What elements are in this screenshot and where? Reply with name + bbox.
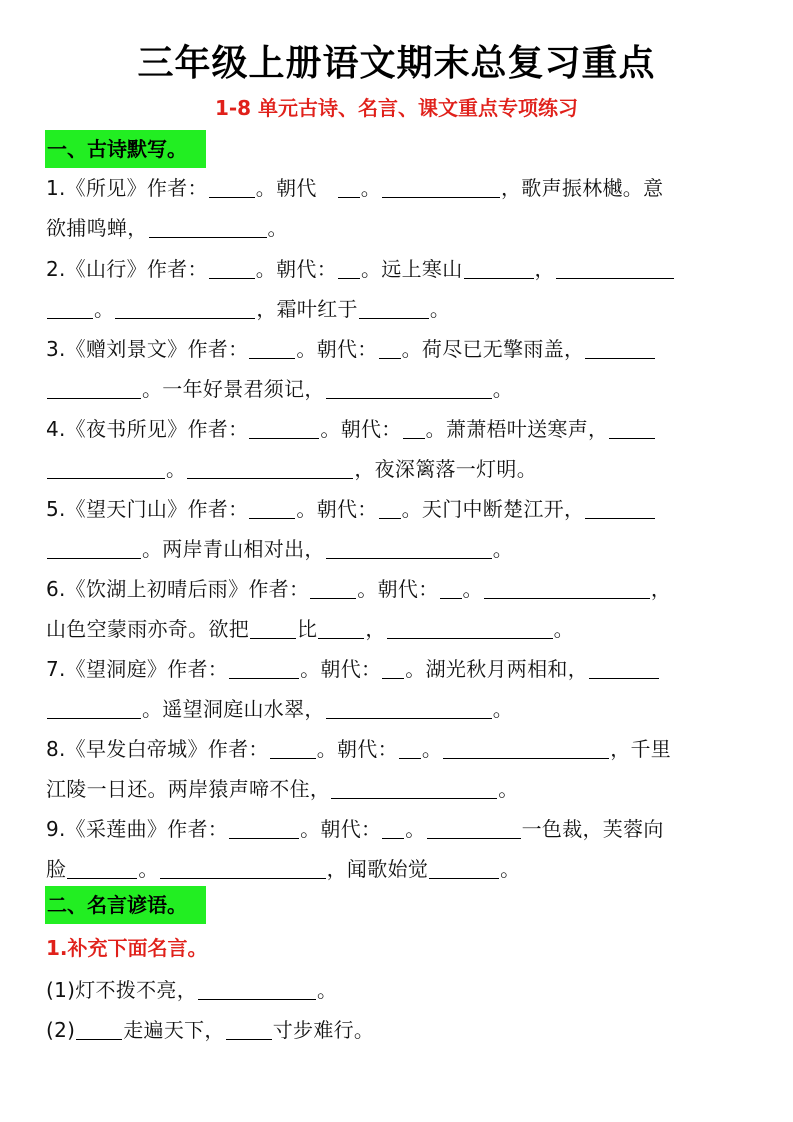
question-text: ， <box>650 577 672 601</box>
author-blank[interactable] <box>249 416 319 439</box>
verse-blank[interactable] <box>318 616 364 639</box>
author-blank[interactable] <box>209 256 255 279</box>
verse-blank[interactable] <box>326 696 492 719</box>
question-text: 。 <box>462 577 483 601</box>
poem-item-3-line-1 <box>46 329 750 369</box>
question-text: 。朝代： <box>255 257 337 281</box>
poem-item-9-line-1 <box>46 809 750 849</box>
question-text: 7.《望洞庭》作者： <box>46 657 229 681</box>
author-blank[interactable] <box>249 496 295 519</box>
dynasty-blank[interactable] <box>338 256 360 279</box>
question-text: ，歌声振林樾。意 <box>501 176 664 200</box>
question-text: 。 <box>317 978 338 1002</box>
poem-item-8-line-1 <box>46 729 750 769</box>
poem-item-5-line-2 <box>46 529 750 569</box>
verse-blank[interactable] <box>429 856 499 879</box>
question-text: ，霜叶红于 <box>256 297 358 321</box>
verse-blank[interactable] <box>443 736 609 759</box>
question-text: 9.《采莲曲》作者： <box>46 817 229 841</box>
question-text: 。 <box>429 297 451 321</box>
question-text: 。遥望洞庭山水翠， <box>142 697 325 721</box>
question-text: 。 <box>166 457 187 481</box>
question-text: 。 <box>94 297 115 321</box>
question-text: 。朝代： <box>316 737 398 761</box>
verse-blank[interactable] <box>47 696 141 719</box>
question-text: 。 <box>500 857 521 881</box>
question-text: ，千里 <box>610 737 672 761</box>
page-subtitle: 1-8 单元古诗、名言、课文重点专项练习 <box>214 96 579 120</box>
question-text: 。 <box>492 537 514 561</box>
poem-item-5-line-1 <box>46 489 750 529</box>
verse-blank[interactable] <box>47 536 141 559</box>
poem-item-9-line-2 <box>46 849 750 889</box>
question-text: 。 <box>360 176 381 200</box>
poem-item-2-line-2 <box>46 289 750 329</box>
author-blank[interactable] <box>209 175 255 198</box>
page-title: 三年级上册语文期末总复习重点 <box>137 43 656 84</box>
question-text: 。两岸青山相对出， <box>142 537 325 561</box>
question-text: 一色裁，芙蓉向 <box>521 817 664 841</box>
quote-blank[interactable] <box>226 1017 272 1040</box>
verse-blank[interactable] <box>250 616 296 639</box>
question-text: 。萧萧梧叶送寒声， <box>425 417 609 441</box>
question-text: 。 <box>138 857 159 881</box>
section-heading-poems: 一、古诗默写。 <box>45 130 206 168</box>
question-text: 。荷尽已无擎雨盖， <box>401 337 585 361</box>
verse-blank[interactable] <box>464 256 534 279</box>
verse-blank[interactable] <box>160 856 326 879</box>
question-text: (1)灯不拨不亮， <box>46 978 198 1002</box>
verse-blank[interactable] <box>427 816 521 839</box>
quote-blank[interactable] <box>76 1017 122 1040</box>
quote-item-2 <box>46 1010 750 1050</box>
dynasty-blank[interactable] <box>338 175 360 198</box>
question-text: ，夜深篱落一灯明。 <box>354 457 538 481</box>
author-blank[interactable] <box>270 736 316 759</box>
author-blank[interactable] <box>249 336 295 359</box>
question-text: 6.《饮湖上初晴后雨》作者： <box>46 577 310 601</box>
quote-item-1 <box>46 970 750 1010</box>
question-text: 1.《所见》作者： <box>46 176 208 200</box>
verse-blank[interactable] <box>382 175 500 198</box>
verse-blank[interactable] <box>47 456 165 479</box>
poem-item-7-line-2 <box>46 689 750 729</box>
question-text: 。朝代： <box>357 577 439 601</box>
verse-blank[interactable] <box>47 296 93 319</box>
verse-blank[interactable] <box>326 536 492 559</box>
verse-blank[interactable] <box>331 776 497 799</box>
poem-item-4-line-2 <box>46 449 750 489</box>
question-text: 。 <box>267 216 288 240</box>
question-text: 。朝代： <box>296 337 378 361</box>
question-text: 。朝代： <box>300 817 382 841</box>
question-text: 寸步难行。 <box>272 1018 375 1042</box>
verse-blank[interactable] <box>67 856 137 879</box>
dynasty-blank[interactable] <box>379 336 401 359</box>
question-text: 。 <box>492 697 514 721</box>
question-text: 。湖光秋月两相和， <box>405 657 588 681</box>
question-text: 脸 <box>46 857 67 881</box>
question-text: 。朝代 <box>255 176 317 200</box>
question-text: 走遍天下， <box>123 1018 225 1042</box>
question-text: ， <box>534 257 555 281</box>
poem-item-6-line-1 <box>46 569 750 609</box>
poem-item-7-line-1 <box>46 649 750 689</box>
dynasty-blank[interactable] <box>440 576 462 599</box>
author-blank[interactable] <box>310 576 356 599</box>
dynasty-blank[interactable] <box>403 416 425 439</box>
verse-blank[interactable] <box>47 376 141 399</box>
verse-blank[interactable] <box>187 456 353 479</box>
question-text: 。一年好景君须记， <box>142 377 325 401</box>
question-text: 4.《夜书所见》作者： <box>46 417 249 441</box>
dynasty-blank[interactable] <box>379 496 401 519</box>
question-text: ， <box>365 617 386 641</box>
question-text: 山色空蒙雨亦奇。欲把 <box>46 617 249 641</box>
poem-item-4-line-1 <box>46 409 750 449</box>
poem-item-2-line-1 <box>46 249 750 289</box>
verse-blank[interactable] <box>326 376 492 399</box>
question-text: 。 <box>498 777 519 801</box>
question-text: 欲捕鸣蝉， <box>46 216 148 240</box>
author-blank[interactable] <box>229 816 299 839</box>
question-text: 。 <box>553 617 574 641</box>
verse-blank[interactable] <box>585 336 655 359</box>
verse-blank[interactable] <box>609 416 655 439</box>
question-text: ，闻歌始觉 <box>326 857 429 881</box>
verse-blank[interactable] <box>387 616 553 639</box>
sub-heading-complete-quotes: 1.补充下面名言。 <box>46 936 208 960</box>
dynasty-blank[interactable] <box>382 816 404 839</box>
question-text: 8.《早发白帝城》作者： <box>46 737 269 761</box>
dynasty-blank[interactable] <box>399 736 421 759</box>
poem-item-8-line-2 <box>46 769 750 809</box>
verse-blank[interactable] <box>115 296 255 319</box>
verse-blank[interactable] <box>556 256 674 279</box>
question-text: 2.《山行》作者： <box>46 257 208 281</box>
question-text: 。朝代： <box>300 657 382 681</box>
author-blank[interactable] <box>229 656 299 679</box>
verse-blank[interactable] <box>359 296 429 319</box>
verse-blank[interactable] <box>484 576 650 599</box>
question-text: 。 <box>405 817 426 841</box>
question-text: 江陵一日还。两岸猿声啼不住， <box>46 777 331 801</box>
poem-item-1-line-1 <box>46 168 750 208</box>
dynasty-blank[interactable] <box>382 656 404 679</box>
poem-item-1-line-2 <box>46 208 750 248</box>
verse-blank[interactable] <box>585 496 655 519</box>
question-text: 。朝代： <box>296 497 378 521</box>
question-text: 5.《望天门山》作者： <box>46 497 249 521</box>
question-text: 。 <box>492 377 514 401</box>
question-text: 。天门中断楚江开， <box>401 497 585 521</box>
question-text: 。 <box>421 737 443 761</box>
poem-item-3-line-2 <box>46 369 750 409</box>
question-text: 3.《赠刘景文》作者： <box>46 337 249 361</box>
poem-item-6-line-2 <box>46 609 750 649</box>
section-heading-proverbs: 二、名言谚语。 <box>45 886 206 924</box>
question-text: 。朝代： <box>320 417 402 441</box>
quote-blank[interactable] <box>198 977 316 1000</box>
question-text: 比 <box>297 617 318 641</box>
verse-blank[interactable] <box>589 656 659 679</box>
question-text: (2) <box>46 1018 76 1042</box>
question-text: 。远上寒山 <box>361 257 463 281</box>
verse-blank[interactable] <box>149 215 267 238</box>
